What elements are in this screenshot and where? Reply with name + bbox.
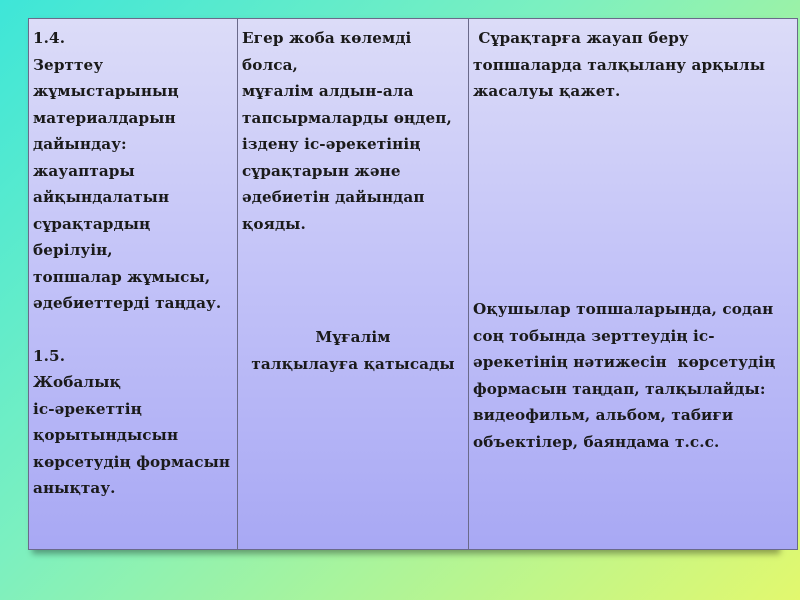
table-cell-stage: [29, 19, 238, 550]
table-row: [29, 19, 798, 550]
item-text-line: Зерттеу: [33, 55, 104, 74]
cell-text-line: жасалуы қажет.: [473, 82, 621, 100]
students-lower-block: [473, 296, 793, 455]
cell-text-line: топшаларда талқылану арқылы: [473, 55, 766, 74]
cell-text-line: талқылауға қатысады: [251, 354, 455, 373]
item-text-line: айқындалатын: [33, 188, 170, 206]
cell-text-line: формасын таңдап, талқылайды:: [473, 379, 766, 398]
cell-text-line: әдебиетін дайындап: [242, 188, 425, 206]
cell-text-line: іздену іс-әрекетінің: [242, 135, 421, 153]
item-text-line: анықтау.: [33, 479, 116, 497]
cell-text-line: мұғалім алдын-ала: [242, 82, 414, 100]
cell-text-line: Егер жоба көлемді болса,: [242, 29, 412, 74]
item-text-line: қорытындысын: [33, 426, 179, 444]
cell-text-line: тапсырмаларды өңдеп,: [242, 108, 452, 127]
item-text-line: іс-әрекеттің: [33, 399, 142, 418]
cell-text-line: соң тобында зерттеудің іс-: [473, 326, 715, 345]
item-text-line: көрсетудің формасын: [33, 452, 231, 471]
table-cell-students: [469, 19, 798, 550]
item-number: 1.5.: [33, 346, 66, 365]
cell-text-line: Мұғалім: [315, 328, 391, 346]
item-text-line: Жобалық: [33, 373, 121, 391]
item-text-line: топшалар жұмысы,: [33, 267, 211, 286]
teacher-lower-block: [238, 324, 468, 377]
item-number: 1.4.: [33, 29, 66, 47]
spacer: [33, 317, 233, 343]
cell-text-line: Сұрақтарға жауап беру: [473, 29, 689, 47]
item-text-line: әдебиеттерді таңдау.: [33, 294, 222, 312]
content-table-wrapper: [28, 18, 776, 550]
cell-text-line: видеофильм, альбом, табиғи: [473, 406, 734, 424]
cell-text-line: Оқушылар топшаларында, содан: [473, 300, 774, 318]
item-text-line: сұрақтардың берілуін,: [33, 214, 151, 259]
item-text-line: материалдарын: [33, 108, 176, 127]
item-text-line: дайындау: жауаптары: [33, 135, 135, 180]
cell-text-line: сұрақтарын және: [242, 161, 401, 180]
table-cell-teacher: [238, 19, 469, 550]
item-text-line: жұмыстарының: [33, 82, 179, 100]
cell-text-line: қояды.: [242, 214, 306, 233]
cell-text-line: әрекетінің нәтижесін көрсетудің: [473, 353, 776, 371]
cell-text-line: объектілер, баяндама т.с.с.: [473, 432, 720, 451]
content-table: [28, 18, 798, 550]
